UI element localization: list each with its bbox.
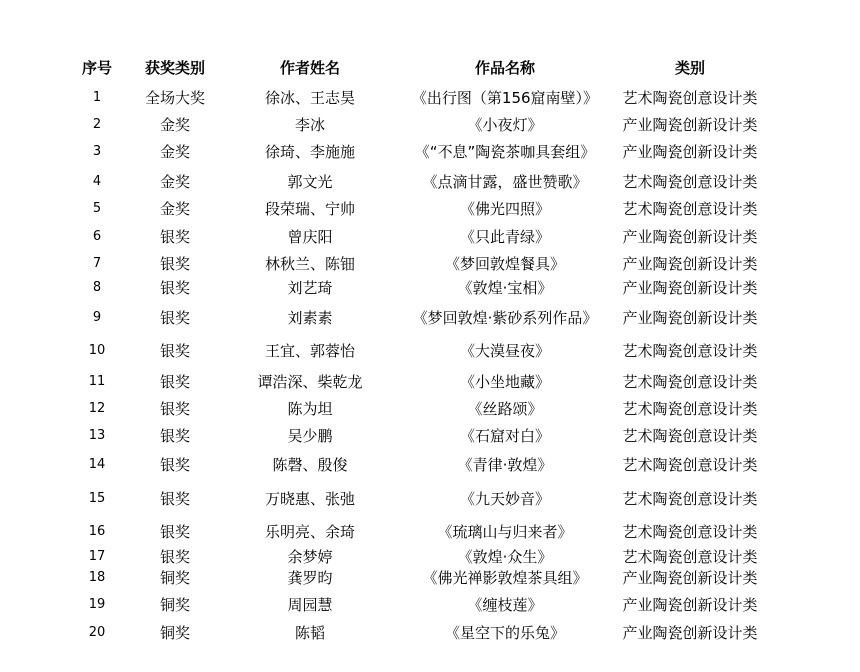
row-award: 金奖 [159, 173, 190, 191]
table-row [0, 140, 860, 164]
row-award: 铜奖 [159, 569, 190, 587]
row-work: 《九天妙音》 [459, 490, 550, 508]
row-no: 3 [92, 144, 102, 159]
row-author: 周园慧 [287, 596, 333, 614]
row-work: 《青律·敦煌》 [457, 456, 553, 474]
row-category: 产业陶瓷创新设计类 [622, 116, 758, 134]
table-row [0, 397, 860, 421]
row-author: 谭浩深、柴乾龙 [257, 373, 363, 391]
row-award: 银奖 [159, 228, 190, 246]
row-work: 《出行图（第156窟南壁）》 [411, 89, 599, 107]
row-no: 2 [92, 117, 102, 132]
row-work: 《星空下的乐兔》 [444, 624, 565, 642]
row-no: 1 [92, 90, 102, 105]
row-no: 5 [92, 201, 102, 216]
row-author: 曾庆阳 [287, 228, 333, 246]
row-work: 《“不息”陶瓷茶咖具套组》 [414, 143, 596, 161]
row-work: 《石窟对白》 [459, 427, 550, 445]
row-award: 银奖 [159, 548, 190, 566]
row-award: 金奖 [159, 200, 190, 218]
row-author: 陈磬、殷俊 [272, 456, 348, 474]
row-no: 8 [92, 280, 102, 295]
table-row [0, 487, 860, 511]
row-award: 银奖 [159, 400, 190, 418]
table-row [0, 520, 860, 544]
row-no: 10 [88, 343, 106, 358]
row-category: 产业陶瓷创新设计类 [622, 596, 758, 614]
header-award: 获奖类别 [144, 59, 205, 77]
row-author: 段荣瑞、宁帅 [264, 200, 355, 218]
table-row [0, 566, 860, 590]
row-work: 《点滴甘露，盛世赞歌》 [422, 173, 588, 191]
row-award: 银奖 [159, 309, 190, 327]
table-row [0, 225, 860, 249]
header-work: 作品名称 [474, 59, 535, 77]
row-no: 14 [88, 457, 106, 472]
header-category: 类别 [674, 59, 705, 77]
header-author: 作者姓名 [279, 59, 340, 77]
table-row [0, 424, 860, 448]
row-award: 铜奖 [159, 596, 190, 614]
row-no: 17 [88, 549, 106, 564]
header-no: 序号 [81, 59, 112, 77]
table-row [0, 86, 860, 110]
row-author: 刘素素 [287, 309, 333, 327]
row-award: 全场大奖 [144, 89, 205, 107]
table-row [0, 170, 860, 194]
row-author: 王宜、郭蓉怡 [264, 342, 355, 360]
row-author: 郭文光 [287, 173, 333, 191]
row-author: 陈为坦 [287, 400, 333, 418]
row-award: 银奖 [159, 342, 190, 360]
row-no: 16 [88, 524, 106, 539]
table-row [0, 621, 860, 645]
row-no: 4 [92, 174, 102, 189]
row-no: 15 [88, 491, 106, 506]
table-row [0, 339, 860, 363]
table-row [0, 252, 860, 276]
row-category: 产业陶瓷创新设计类 [622, 569, 758, 587]
row-category: 艺术陶瓷创意设计类 [622, 173, 758, 191]
row-award: 银奖 [159, 373, 190, 391]
row-category: 艺术陶瓷创意设计类 [622, 400, 758, 418]
row-work: 《琉璃山与归来者》 [437, 523, 573, 541]
row-work: 《只此青绿》 [459, 228, 550, 246]
table-row [0, 197, 860, 221]
row-author: 刘艺琦 [287, 279, 333, 297]
row-category: 艺术陶瓷创意设计类 [622, 523, 758, 541]
row-author: 陈韬 [294, 624, 325, 642]
row-category: 艺术陶瓷创意设计类 [622, 373, 758, 391]
row-no: 20 [88, 625, 106, 640]
row-award: 铜奖 [159, 624, 190, 642]
row-category: 产业陶瓷创新设计类 [622, 309, 758, 327]
row-category: 产业陶瓷创新设计类 [622, 255, 758, 273]
row-category: 艺术陶瓷创意设计类 [622, 200, 758, 218]
row-work: 《梦回敦煌餐具》 [444, 255, 565, 273]
row-award: 金奖 [159, 116, 190, 134]
row-author: 李冰 [294, 116, 325, 134]
row-award: 金奖 [159, 143, 190, 161]
row-award: 银奖 [159, 427, 190, 445]
row-no: 6 [92, 229, 102, 244]
row-work: 《缠枝莲》 [467, 596, 543, 614]
table-row [0, 276, 860, 300]
row-category: 艺术陶瓷创意设计类 [622, 490, 758, 508]
row-work: 《敦煌·众生》 [457, 548, 553, 566]
table-header-row [0, 56, 860, 80]
row-author: 万晓惠、张弛 [264, 490, 355, 508]
row-work: 《丝路颂》 [467, 400, 543, 418]
row-award: 银奖 [159, 490, 190, 508]
table-row [0, 453, 860, 477]
row-work: 《小坐地藏》 [459, 373, 550, 391]
table-row [0, 593, 860, 617]
row-category: 艺术陶瓷创意设计类 [622, 548, 758, 566]
row-work: 《佛光禅影敦煌茶具组》 [422, 569, 588, 587]
row-no: 7 [92, 256, 102, 271]
row-author: 乐明亮、余琦 [264, 523, 355, 541]
row-no: 11 [88, 374, 106, 389]
row-no: 9 [92, 310, 102, 325]
row-author: 余梦婷 [287, 548, 333, 566]
row-no: 13 [88, 428, 106, 443]
row-no: 19 [88, 597, 106, 612]
row-category: 艺术陶瓷创意设计类 [622, 342, 758, 360]
row-work: 《小夜灯》 [467, 116, 543, 134]
row-no: 18 [88, 570, 106, 585]
row-category: 产业陶瓷创新设计类 [622, 228, 758, 246]
row-award: 银奖 [159, 523, 190, 541]
row-category: 产业陶瓷创新设计类 [622, 624, 758, 642]
row-author: 徐冰、王志昊 [264, 89, 355, 107]
row-category: 艺术陶瓷创意设计类 [622, 427, 758, 445]
row-work: 《敦煌·宝相》 [457, 279, 553, 297]
row-no: 12 [88, 401, 106, 416]
row-category: 艺术陶瓷创意设计类 [622, 456, 758, 474]
row-author: 龚罗昀 [287, 569, 333, 587]
table-row [0, 370, 860, 394]
row-award: 银奖 [159, 456, 190, 474]
row-category: 产业陶瓷创新设计类 [622, 279, 758, 297]
row-author: 徐琦、李施施 [264, 143, 355, 161]
row-award: 银奖 [159, 279, 190, 297]
row-category: 艺术陶瓷创意设计类 [622, 89, 758, 107]
row-work: 《大漠昼夜》 [459, 342, 550, 360]
row-author: 吴少鹏 [287, 427, 333, 445]
table-row [0, 306, 860, 330]
row-award: 银奖 [159, 255, 190, 273]
row-work: 《佛光四照》 [459, 200, 550, 218]
table-row [0, 113, 860, 137]
row-author: 林秋兰、陈钿 [264, 255, 355, 273]
row-category: 产业陶瓷创新设计类 [622, 143, 758, 161]
row-work: 《梦回敦煌·紫砂系列作品》 [412, 309, 598, 327]
